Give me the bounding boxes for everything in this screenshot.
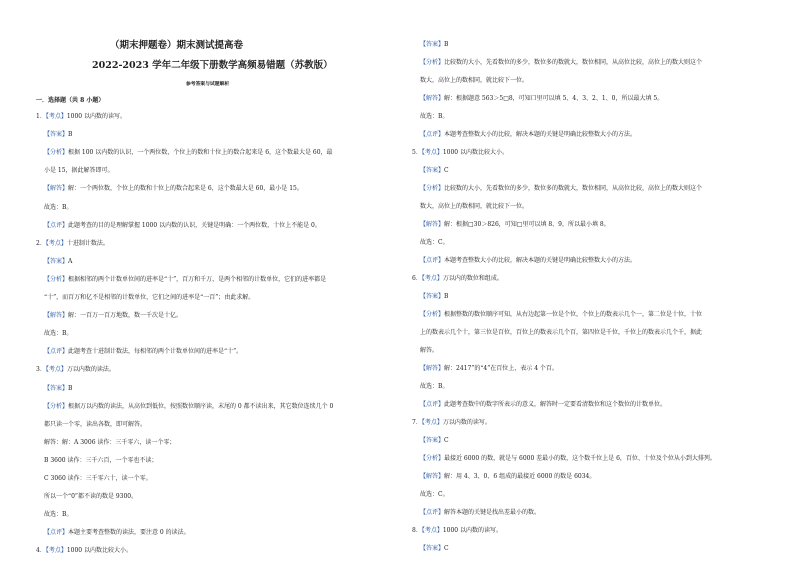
right-text-line: 上的数表示几个十，第三位是百位，百位上的数表示几个百，第四位是千位，千位上的数表示几个千，据此: [420, 329, 703, 336]
right-text-line: 【解答】解：根据题意 563＞5□8，可知口里可以填 5、4、3、2、1、0，所以最大填 5。: [420, 95, 664, 102]
section-heading: 一．选择题（共 8 小题）: [36, 97, 105, 104]
right-text-line: 【分析】比较数的大小，先看数位的多少，数位多的数就大，数位相同，从高位比较，高位上的数大则这个: [420, 59, 703, 66]
left-text-line: “十”，而百万和亿不是相邻的计数单位，它们之间的进率是“一百”；由此求解。: [44, 294, 255, 301]
right-text-line: 【分析】比较数的大小，先看数位的多少，数位多的数就大，数位相同，从高位比较，高位上的数大则这个: [420, 185, 703, 192]
left-text-line: 【点评】此题考查的目的是理解掌握 1000 以内数的认识，关键是明确：一个两位数，十位上不能是 0。: [44, 221, 321, 229]
right-text-line: 数大，高位上的数相同，就比较下一位。: [420, 203, 529, 210]
left-text-line: 1．【考点】1000 以内数的读写。: [36, 113, 127, 120]
left-text-line: 【答案】A: [44, 257, 73, 265]
left-text-line: 【解答】解：一百万一百万地数，数一千次是十亿。: [44, 312, 183, 320]
right-text-line: 【答案】C: [420, 437, 449, 444]
left-text-line: 故选：B。: [44, 330, 73, 338]
right-text-line: 【答案】C: [420, 545, 449, 552]
left-text-line: 【分析】根据相邻的两个计数单位间的进率是“十”，百万和千万，是两个相邻的计数单位，它们的进率都是: [44, 275, 327, 283]
left-text-line: 所以一个“0”都不读的数是 9300。: [44, 493, 138, 501]
right-text-line: 【点评】本题考查整数大小的比较，解决本题的关键是明确比较整数大小的方法。: [420, 257, 637, 264]
left-text-line: 【点评】此题考查十进制计数法，每相邻的两个计数单位间的进率是“十”。: [44, 348, 243, 356]
right-text-line: 故选：C。: [420, 239, 449, 246]
left-text-line: 4．【考点】1000 以内数比较大小。: [36, 547, 133, 555]
left-text-line: 故选：B。: [44, 511, 73, 519]
left-text-line: B 3600 读作：三千六百，一个零也不读；: [44, 456, 158, 464]
left-text-line: 都只读一个零，读出各数，即可解答。: [44, 420, 147, 428]
right-text-line: 【解答】解：用 4、3、0、6 组成的最接近 6000 的数是 6034。: [420, 473, 596, 480]
left-text-line: 故选：B。: [44, 203, 73, 211]
left-text-line: 【答案】B: [44, 131, 73, 139]
doc-title: （期末押题卷）期末测试提高卷: [110, 40, 244, 51]
left-text-line: 解答：解：A 3006 读作：三千零六，读一个零；: [44, 438, 176, 446]
right-text-line: 数大，高位上的数相同，就比较下一位。: [420, 77, 529, 84]
right-text-line: 故选：B。: [420, 383, 449, 390]
left-text-line: 【分析】根据 100 以内数的认识，一个两位数，个位上的数和十位上的数合起来是 6，这个数最大是 60，最: [44, 149, 333, 157]
left-text-line: 【解答】解：一个两位数，个位上的数和十位上的数合起来是 6，这个数最大是 60，最小是 15。: [44, 185, 303, 193]
right-text-line: 【分析】最接近 6000 的数，就是与 6000 差最小的数，这个数千位上是 6，百位、十位及个位从小到大排列。: [420, 455, 716, 462]
right-text-line: 6．【考点】万以内的数位和组成。: [412, 275, 503, 282]
right-text-line: 故选：B。: [420, 113, 449, 120]
right-text-line: 【点评】解答本题的关键是找出差最小的数。: [420, 509, 541, 516]
left-text-line: 【点评】本题主要考查整数的读法，要注意 0 的读法。: [44, 529, 190, 537]
left-text-line: C 3060 读作：三千零六十，读一个零。: [44, 475, 152, 482]
right-text-line: 【分析】根据整数的数位顺序可知，从右边起第一位是个位，个位上的数表示几个一，第二位是十位，十位: [420, 311, 703, 318]
left-text-line: 小是 15，据此解答即可。: [44, 167, 114, 175]
right-text-line: 8．【考点】1000 以内数的读写。: [412, 527, 503, 534]
right-text-line: 【答案】C: [420, 167, 449, 174]
left-text-line: 2．【考点】十进制计数法。: [36, 239, 109, 247]
right-text-line: 【点评】本题考查整数大小的比较，解决本题的关键是明确比较整数大小的方法。: [420, 131, 637, 138]
right-text-line: 7．【考点】万以内数的读写。: [412, 419, 491, 426]
right-text-line: 【答案】B: [420, 41, 449, 48]
right-text-line: 【解答】解：根据□30＞826，可知□里可以填 8、9，所以最小填 8。: [420, 221, 610, 228]
right-text-line: 【解答】解：2417”的“4”在百位上，表示 4 个百。: [420, 365, 558, 372]
answer-caption: 参考答案与试题解析: [186, 81, 230, 87]
left-text-line: 【分析】根据万以内数的读法，从高位到低位，按照数位顺序读，末尾的 0 都不读出来，其它数位连续几个 0: [44, 402, 334, 410]
right-text-line: 故选：C。: [420, 491, 449, 498]
right-text-line: 5．【考点】1000 以内数比较大小。: [412, 149, 509, 156]
doc-subtitle: 2022-2023 学年二年级下册数学高频易错题（苏教版）: [92, 60, 333, 71]
left-text-line: 3．【考点】万以内数的读法。: [36, 366, 115, 374]
right-text-line: 【答案】B: [420, 293, 449, 300]
right-text-line: 【点评】此题考查数中的数字所表示的意义，解答时一定要看清数位和这个数位的计数单位。: [420, 401, 667, 408]
right-text-line: 解答。: [420, 347, 439, 354]
left-text-line: 【答案】B: [44, 384, 73, 392]
